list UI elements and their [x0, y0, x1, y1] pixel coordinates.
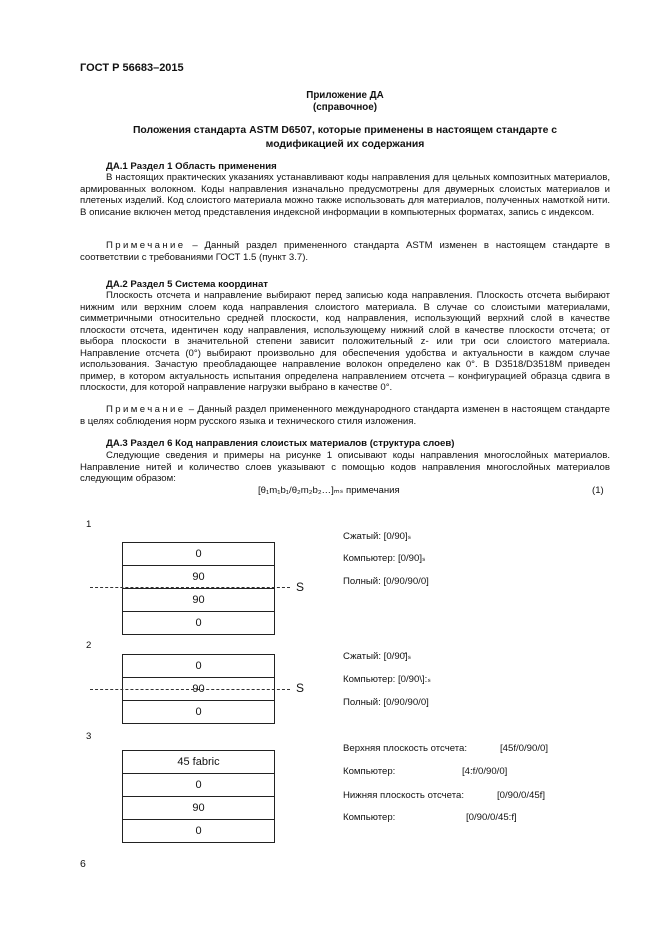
section-3-heading: ДА.3 Раздел 6 Код направления слоистых материалов (структура слоев): [106, 438, 455, 449]
annex-title: Приложение ДА: [306, 90, 384, 101]
formula: [θ₁m₁b₁/θ₂m₂b₂…]ₘₛ примечания: [258, 485, 400, 496]
note-label: Примечание: [106, 240, 186, 251]
section-2-text: [80, 290, 610, 394]
figure-2-number: 2: [86, 640, 92, 651]
figure-3-value: [0/90/0/45:f]: [466, 812, 517, 823]
layer: 90: [123, 677, 274, 700]
section-3-text: [80, 450, 610, 485]
figure-1-label: Сжатый: [0/90]ₛ: [343, 531, 412, 542]
figure-1-label: Полный: [0/90/90/0]: [343, 576, 429, 587]
section-1-body: В настоящих практических указаниях устанавливают коды направления для цельных композитных материалов, армированных волокном. Коды направления изначально предусмотрены для двумерных слоистых материалов и плетеных изделий. Код слоистого материала можно также использовать для материалов, полученных намоткой нити. В описание включен метод представления индексной информации в компьютерных форматах, запись с индексом.: [80, 172, 610, 218]
layer: 90: [123, 588, 274, 611]
section-2-body: Плоскость отсчета и направление выбирают перед записью кода направления. Плоскость отсчета выбирают нижним или верхним слоем кода направления слоистого материала. В случае со слоистыми материалами, симметричными относительно средней плоскости, код направления, использующий верхний слой в качестве плоскости отсчета, идентичен коду направления, использующему нижний слой в качестве плоскости отсчета; от выбора плоскости в значительной степени зависит положительный z- или три оси слоистого материала. Направление отсчета (0°) выбирают произвольно для обеспечения удобства и актуальности в каждом случае использования. Зачастую преобладающее направление волокон определено как 0°. В D3518/D3518M приведен пример, в котором актуальность испытания определена направлением отсчета – конфигурацией образца сдвига в плоскости, для которой направление нагрузки выбрано в качестве 0°.: [80, 290, 610, 394]
section-1-note: [80, 240, 610, 263]
section-3-body: Следующие сведения и примеры на рисунке 1 описывают коды направления многослойных материалов. Направление нитей и количество слоев указывают с помощью кодов направления многослойных материалов следующим образом:: [80, 450, 610, 485]
formula-number: (1): [592, 485, 604, 496]
figure-3-value: [0/90/0/45f]: [497, 790, 546, 801]
section-2-note: [80, 404, 610, 427]
symmetry-plane-label: S: [296, 580, 305, 594]
layer: 0: [123, 700, 274, 723]
layer: 0: [195, 660, 202, 672]
figure-2-label: Компьютер: [0/90\]:ₛ: [343, 674, 431, 685]
section-2-heading: ДА.2 Раздел 5 Система координат: [106, 279, 268, 290]
annex-kind: (справочное): [313, 102, 377, 113]
layer: 90: [123, 565, 274, 588]
layer: 45 fabric: [177, 756, 220, 768]
layer: 0: [123, 611, 274, 634]
doc-title-line1: Положения стандарта ASTM D6507, которые применены в настоящем стандарте с: [132, 125, 558, 136]
figure-3-laminate: [122, 750, 275, 843]
section-1-heading: ДА.1 Раздел 1 Область применения: [106, 161, 277, 172]
figure-3-label: Компьютер:: [343, 766, 396, 777]
page-number: 6: [80, 858, 86, 870]
layer: 0: [195, 548, 202, 560]
figure-3-value: [45f/0/90/0]: [500, 743, 549, 754]
note-label: Примечание: [106, 404, 186, 415]
symmetry-plane-label: S: [296, 681, 305, 695]
figure-2-label: Сжатый: [0/90̄]ₛ: [343, 651, 412, 662]
section-1-text: [80, 172, 610, 218]
note-text: – Данный раздел примененного стандарта ASTM изменен в настоящем стандарте в соответствии с требованиями ГОСТ 1.5 (пункт 3.7).: [80, 240, 610, 263]
layer: 90: [123, 796, 274, 819]
figure-1-label: Компьютер: [0/90]ₛ: [343, 553, 426, 564]
symmetry-plane-line: [90, 587, 290, 588]
layer: 0: [123, 773, 274, 796]
figure-3-label: Верхняя плоскость отсчета:: [343, 743, 468, 754]
figure-1-number: 1: [86, 519, 92, 530]
layer: 0: [123, 819, 274, 842]
figure-2-label: Полный: [0/90/90/0]: [343, 697, 429, 708]
figure-1-laminate: [122, 542, 275, 635]
figure-3-label: Компьютер:: [343, 812, 396, 823]
figure-3-number: 3: [86, 731, 92, 742]
note-text: – Данный раздел примененного международного стандарта изменен в настоящем стандарте в целях соблюдения норм русского языка и технического стиля изложения.: [80, 404, 610, 427]
figure-3-label: Нижняя плоскость отсчета:: [343, 790, 464, 801]
symmetry-plane-line: [90, 689, 290, 690]
standard-header: ГОСТ Р 56683–2015: [80, 62, 184, 74]
figure-3-value: [4:f/0/90/0]: [462, 766, 508, 777]
doc-title-line2: модификацией их содержания: [265, 139, 425, 150]
